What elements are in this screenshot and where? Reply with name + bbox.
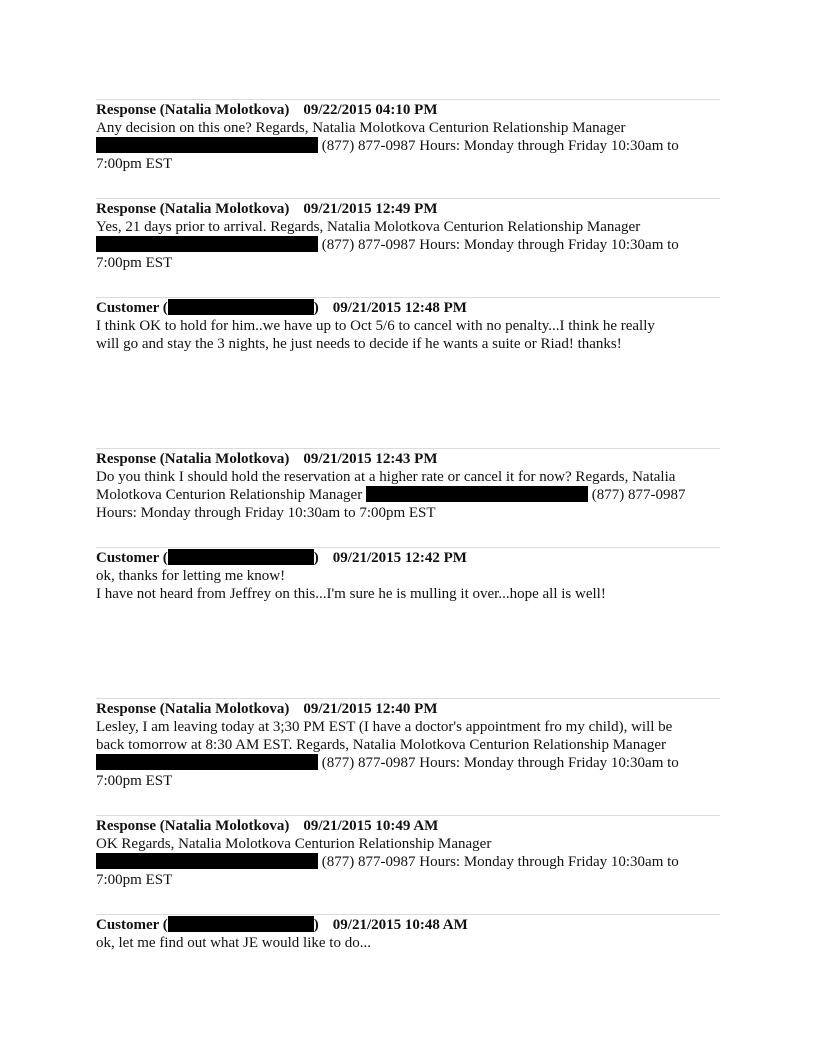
message-entry	[96, 99, 720, 173]
message-body	[96, 119, 720, 173]
body-line: (877) 877-0987	[587, 487, 686, 503]
body-line: Any decision on this one? Regards, Natalia Molotkova Centurion Relationship Manager	[96, 120, 626, 136]
body-line: 7:00pm EST	[96, 773, 173, 789]
sender-label: Response (Natalia Molotkova)	[96, 201, 290, 217]
body-line: Molotkova Centurion Relationship Manager	[96, 487, 366, 503]
message-body	[96, 718, 720, 790]
redaction-box	[96, 137, 318, 153]
message-date: 09/21/2015 12:42 PM	[332, 550, 467, 566]
body-line: I think OK to hold for him..we have up to Oct 5/6 to cancel with no penalty...I think he really	[96, 318, 655, 334]
message-header	[96, 817, 720, 835]
message-body	[96, 934, 720, 952]
message-date: 09/21/2015 12:43 PM	[303, 451, 438, 467]
sender-label-close: )	[313, 300, 319, 316]
body-line: back tomorrow at 8:30 AM EST. Regards, Natalia Molotkova Centurion Relationship Manager	[96, 737, 667, 753]
body-line: 7:00pm EST	[96, 156, 173, 172]
message-body	[96, 835, 720, 889]
sender-label: Response (Natalia Molotkova)	[96, 701, 290, 717]
redaction-box	[96, 754, 318, 770]
sender-label: Customer (	[96, 550, 168, 566]
body-line: 7:00pm EST	[96, 255, 173, 271]
body-line: ok, let me find out what JE would like to do...	[96, 935, 371, 951]
message-body	[96, 317, 720, 353]
body-line: OK Regards, Natalia Molotkova Centurion Relationship Manager	[96, 836, 492, 852]
body-line: Lesley, I am leaving today at 3;30 PM EST (I have a doctor's appointment fro my child), will be	[96, 719, 673, 735]
body-line: (877) 877-0987 Hours: Monday through Friday 10:30am to	[318, 755, 679, 771]
redaction-box	[168, 299, 314, 315]
message-date: 09/22/2015 04:10 PM	[303, 102, 438, 118]
message-entry	[96, 815, 720, 889]
message-body	[96, 567, 720, 603]
body-line: will go and stay the 3 nights, he just needs to decide if he wants a suite or Riad! thanks!	[96, 336, 622, 352]
sender-label: Response (Natalia Molotkova)	[96, 818, 290, 834]
message-header	[96, 916, 720, 934]
message-entry	[96, 698, 720, 790]
message-date: 09/21/2015 12:40 PM	[303, 701, 438, 717]
redaction-box	[96, 236, 318, 252]
message-body	[96, 468, 720, 522]
sender-label: Customer (	[96, 917, 168, 933]
message-entry	[96, 547, 720, 603]
body-line: ok, thanks for letting me know!	[96, 568, 286, 584]
message-date: 09/21/2015 10:48 AM	[332, 917, 468, 933]
message-header	[96, 549, 720, 567]
message-entry	[96, 448, 720, 522]
body-line: I have not heard from Jeffrey on this...I'm sure he is mulling it over...hope all is well!	[96, 586, 606, 602]
message-entry	[96, 914, 720, 952]
message-date: 09/21/2015 12:49 PM	[303, 201, 438, 217]
message-body	[96, 218, 720, 272]
message-header	[96, 200, 720, 218]
body-line: Do you think I should hold the reservation at a higher rate or cancel it for now? Regards, Natalia	[96, 469, 676, 485]
message-header	[96, 700, 720, 718]
body-line: (877) 877-0987 Hours: Monday through Friday 10:30am to	[318, 237, 679, 253]
message-entry	[96, 198, 720, 272]
redaction-box	[168, 549, 314, 565]
message-header	[96, 450, 720, 468]
sender-label-close: )	[313, 550, 319, 566]
message-date: 09/21/2015 12:48 PM	[332, 300, 467, 316]
sender-label-close: )	[313, 917, 319, 933]
redaction-box	[168, 916, 314, 932]
message-date: 09/21/2015 10:49 AM	[303, 818, 439, 834]
sender-label: Response (Natalia Molotkova)	[96, 102, 290, 118]
redaction-box	[366, 486, 588, 502]
message-header	[96, 299, 720, 317]
message-entry	[96, 297, 720, 353]
body-line: (877) 877-0987 Hours: Monday through Friday 10:30am to	[318, 138, 679, 154]
body-line: 7:00pm EST	[96, 872, 173, 888]
sender-label: Customer (	[96, 300, 168, 316]
redaction-box	[96, 853, 318, 869]
body-line: (877) 877-0987 Hours: Monday through Friday 10:30am to	[318, 854, 679, 870]
message-header	[96, 101, 720, 119]
sender-label: Response (Natalia Molotkova)	[96, 451, 290, 467]
body-line: Yes, 21 days prior to arrival. Regards, Natalia Molotkova Centurion Relationship Manager	[96, 219, 641, 235]
body-line: Hours: Monday through Friday 10:30am to 7:00pm EST	[96, 505, 436, 521]
